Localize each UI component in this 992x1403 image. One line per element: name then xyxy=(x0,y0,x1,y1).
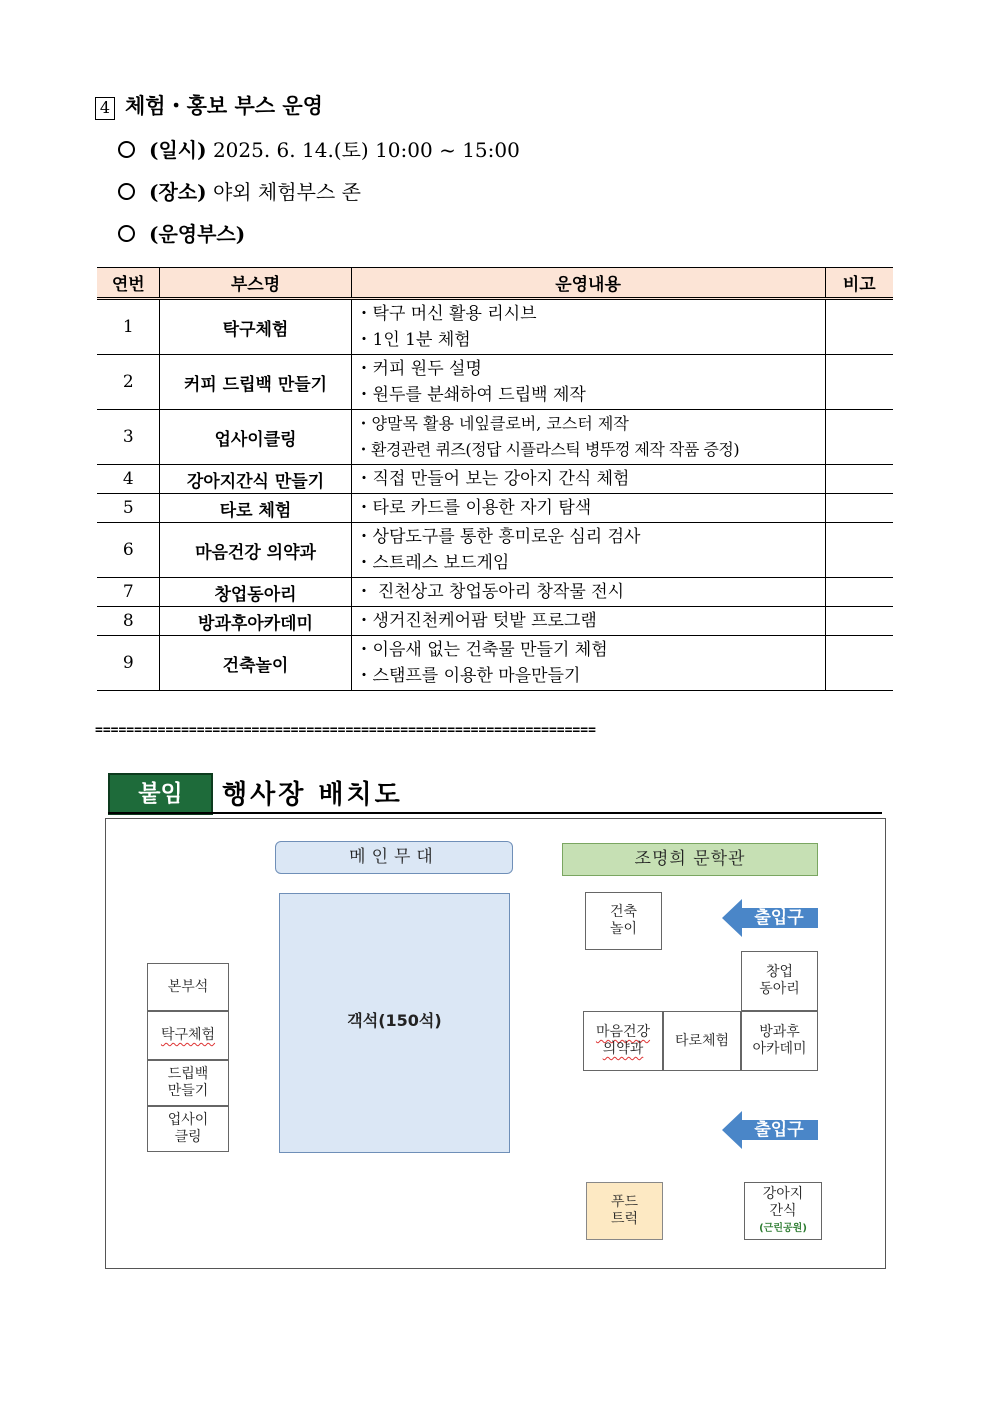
desc-line: ・스트레스 보드게임 xyxy=(355,553,510,573)
bullet-value: 야외 체험부스 존 xyxy=(212,180,361,204)
row-desc xyxy=(351,636,825,691)
row-note xyxy=(825,465,893,494)
row-no: 3 xyxy=(97,410,160,465)
separator-line: ================================================================ xyxy=(95,723,596,738)
row-desc xyxy=(351,523,825,578)
main-stage: 메인무대 xyxy=(275,841,513,874)
attachment-underline xyxy=(108,812,882,814)
table-row xyxy=(97,578,893,607)
circle-bullet-icon xyxy=(118,141,135,158)
desc-line: ・스탬프를 이용한 마을만들기 xyxy=(355,666,581,686)
row-no: 1 xyxy=(97,299,160,355)
desc-line: ・이음새 없는 건축물 만들기 체험 xyxy=(355,640,608,660)
section-number: 4 xyxy=(95,97,115,120)
row-name: 방과후아카데미 xyxy=(160,607,351,636)
bullet-key: (일시) xyxy=(149,138,207,162)
row-note xyxy=(825,494,893,523)
desc-line: ・커피 원두 설명 xyxy=(355,359,482,379)
header-desc: 운영내용 xyxy=(351,268,825,299)
row-desc xyxy=(351,465,825,494)
row-name: 탁구체험 xyxy=(160,299,351,355)
circle-bullet-icon xyxy=(118,183,135,200)
bullet-booths xyxy=(118,218,245,247)
row-no: 9 xyxy=(97,636,160,691)
table-row xyxy=(97,636,893,691)
booth-upcycling: 업사이 클링 xyxy=(147,1106,229,1152)
row-name: 강아지간식 만들기 xyxy=(160,465,351,494)
desc-line: ・직접 만들어 보는 강아지 간식 체험 xyxy=(355,469,630,489)
literature-hall: 조명희 문학관 xyxy=(562,843,818,876)
attachment-tag: 붙임 xyxy=(108,773,213,815)
dog-treat-note: (근린공원) xyxy=(759,1222,807,1234)
entrance-arrow-bottom xyxy=(722,1111,818,1149)
entrance-arrow-top xyxy=(722,899,818,937)
row-name: 커피 드립백 만들기 xyxy=(160,355,351,410)
desc-line: ・타로 카드를 이용한 자기 탐색 xyxy=(355,498,592,518)
row-no: 6 xyxy=(97,523,160,578)
row-desc xyxy=(351,299,825,355)
table-row xyxy=(97,523,893,578)
booth-headquarters: 본부석 xyxy=(147,963,229,1011)
row-name: 타로 체험 xyxy=(160,494,351,523)
header-no: 연번 xyxy=(97,268,160,299)
row-name: 건축놀이 xyxy=(160,636,351,691)
row-name: 창업동아리 xyxy=(160,578,351,607)
booth-drip-bag: 드립백 만들기 xyxy=(147,1060,229,1106)
row-note xyxy=(825,410,893,465)
booth-dog-treat xyxy=(744,1182,822,1240)
booth-after-school: 방과후 아카데미 xyxy=(741,1011,818,1071)
table-row xyxy=(97,494,893,523)
attachment-title: 행사장 배치도 xyxy=(222,780,403,810)
entrance-label: 출입구 xyxy=(754,908,804,928)
booth-table-tennis: 탁구체험 xyxy=(147,1011,229,1060)
food-truck: 푸드 트럭 xyxy=(586,1182,663,1240)
row-note xyxy=(825,523,893,578)
row-note xyxy=(825,607,893,636)
section-title: 체험・홍보 부스 운영 xyxy=(125,93,323,118)
row-note xyxy=(825,299,893,355)
bullet-place xyxy=(118,176,361,205)
desc-line: ・ 진천상고 창업동아리 창작물 전시 xyxy=(355,582,625,602)
bullet-value: 2025. 6. 14.(토) 10:00 ~ 15:00 xyxy=(212,138,520,162)
table-header-row xyxy=(97,268,893,299)
desc-line: ・원두를 분쇄하여 드립백 제작 xyxy=(355,385,586,405)
booth-tarot: 타로체험 xyxy=(663,1011,741,1071)
booth-table xyxy=(97,267,893,691)
desc-line: ・생거진천케어팜 텃밭 프로그램 xyxy=(355,611,597,631)
bullet-key: (운영부스) xyxy=(149,222,246,246)
desc-line: ・탁구 머신 활용 리시브 xyxy=(355,304,537,324)
row-no: 4 xyxy=(97,465,160,494)
row-no: 5 xyxy=(97,494,160,523)
row-desc xyxy=(351,607,825,636)
audience-seats: 객석(150석) xyxy=(279,893,510,1153)
row-no: 2 xyxy=(97,355,160,410)
row-name: 업사이클링 xyxy=(160,410,351,465)
bullet-date xyxy=(118,134,520,163)
entrance-label: 출입구 xyxy=(754,1120,804,1140)
row-no: 7 xyxy=(97,578,160,607)
table-row xyxy=(97,410,893,465)
circle-bullet-icon xyxy=(118,225,135,242)
booth-architecture: 건축 놀이 xyxy=(585,892,662,950)
row-desc xyxy=(351,410,825,465)
desc-line: ・1인 1분 체험 xyxy=(355,330,471,350)
row-no: 8 xyxy=(97,607,160,636)
row-note xyxy=(825,578,893,607)
header-note: 비고 xyxy=(825,268,893,299)
dog-treat-label: 강아지 간식 xyxy=(762,1185,804,1219)
desc-line: ・상담도구를 통한 흥미로운 심리 검사 xyxy=(355,527,641,547)
row-desc xyxy=(351,355,825,410)
desc-line: ・양말목 활용 네잎클로버, 코스터 제작 xyxy=(355,414,629,433)
header-name: 부스명 xyxy=(160,268,351,299)
bullet-key: (장소) xyxy=(149,180,207,204)
booth-startup-club: 창업 동아리 xyxy=(741,951,818,1011)
table-row xyxy=(97,465,893,494)
table-row xyxy=(97,607,893,636)
table-row xyxy=(97,299,893,355)
row-desc xyxy=(351,578,825,607)
table-row xyxy=(97,355,893,410)
booth-mind-health: 마음건강 의약과 xyxy=(583,1011,663,1071)
section-heading xyxy=(95,90,323,120)
row-name: 마음건강 의약과 xyxy=(160,523,351,578)
desc-line: ・환경관련 퀴즈(정답 시플라스틱 병뚜껑 제작 작품 증정) xyxy=(355,440,740,459)
row-note xyxy=(825,636,893,691)
row-note xyxy=(825,355,893,410)
row-desc xyxy=(351,494,825,523)
